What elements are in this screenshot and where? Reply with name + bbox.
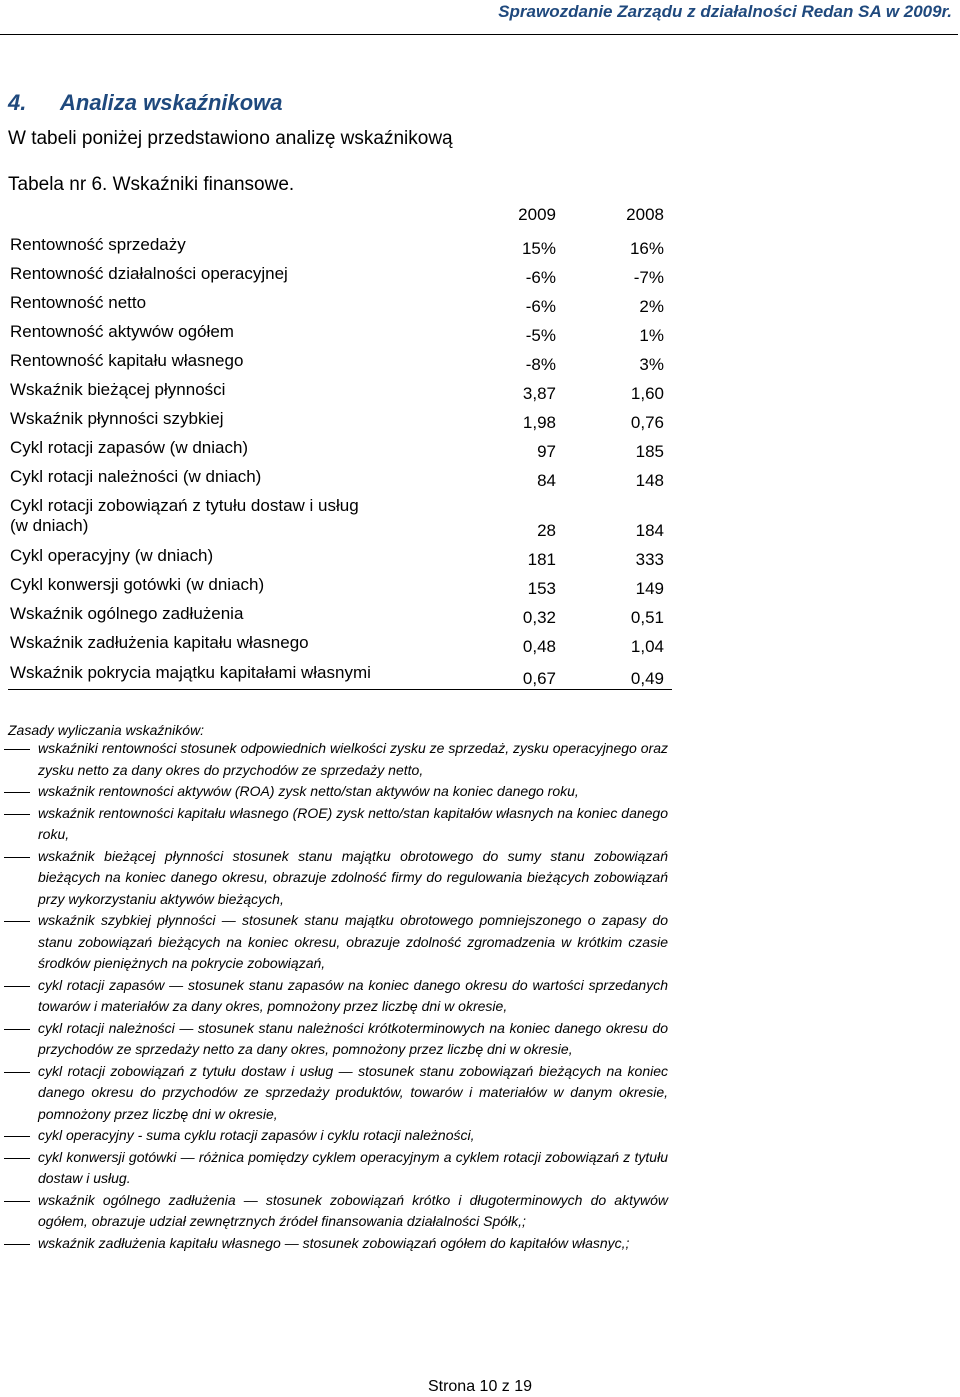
- row-value-2008: 3%: [639, 355, 664, 374]
- row-label: [8, 433, 456, 462]
- row-value-2009: 3,87: [522, 384, 556, 403]
- row-value-2009: -6%: [525, 268, 556, 287]
- rule-text: cykl rotacji zapasów — stosunek stanu zapasów na koniec danego okresu do wartości sprzedanych towarów i materiałów za dany okres, pomnożony przez liczbę dni w okresie,: [38, 976, 668, 1014]
- row-value-2008: -7%: [633, 268, 664, 287]
- rule-text: wskaźnik rentowności kapitału własnego (ROE) zysk netto/stan kapitałów własnych na koniec danego roku,: [38, 804, 668, 842]
- table-row: [8, 317, 672, 346]
- list-item: [0, 975, 668, 1018]
- rule-text: wskaźnik szybkiej płynności — stosunek stanu majątku obrotowego pomniejszonego o zapasy do stanu zobowiązań bieżących na koniec okresu, obrazuje zdolność zgromadzenia w krótkim czasie środków pieniężnych na pokrycie zobowiązań,: [38, 912, 668, 971]
- row-value-2008: 333: [635, 550, 664, 569]
- table-row: [8, 570, 672, 599]
- list-item: [0, 1190, 668, 1233]
- row-label-text: Wskaźnik ogólnego zadłużenia: [10, 603, 244, 623]
- row-value-2009: 28: [537, 521, 556, 540]
- row-label-text: Cykl operacyjny (w dniach): [10, 545, 214, 565]
- row-value-2008: 0,51: [630, 608, 664, 627]
- row-value-2009: -5%: [525, 326, 556, 345]
- row-value-2009: 181: [527, 550, 556, 569]
- rule-text: wskaźnik ogólnego zadłużenia — stosunek zobowiązań krótko i długoterminowych do aktywów ogółem, obrazuje udział zewnętrznych źródeł finansowania działalności Spółk,;: [38, 1191, 668, 1229]
- row-label: [8, 541, 456, 570]
- list-item: [0, 1147, 668, 1190]
- section-number: 4.: [8, 90, 27, 115]
- table-row: [8, 491, 672, 541]
- rule-text: wskaźnik bieżącej płynności stosunek stanu majątku obrotowego do sumy stanu zobowiązań bieżących na koniec danego okresu, obrazuje zdolność firmy do regulowania bieżących zobowiązań przy wykorzystaniu aktywów bieżących,: [38, 847, 668, 907]
- table-header-label: [8, 200, 456, 230]
- dash-bullet-icon: [4, 1158, 30, 1159]
- row-label-text: Wskaźnik płynności szybkiej: [10, 408, 224, 428]
- row-value-2008: 2%: [639, 297, 664, 316]
- row-label-text: Cykl konwersji gotówki (w dniach): [10, 574, 265, 594]
- table-row: [8, 657, 672, 690]
- row-value-2009: 0,32: [522, 608, 556, 627]
- rule-text: wskaźnik zadłużenia kapitału własnego — stosunek zobowiązań ogółem do kapitałów własnyc,;: [38, 1234, 630, 1251]
- row-value-2008: 185: [635, 442, 664, 461]
- row-label: [8, 259, 456, 288]
- rules-list: [0, 738, 668, 1254]
- section-title: Analiza wskaźnikowa: [60, 90, 283, 115]
- table-header-2008: 2008: [626, 205, 664, 224]
- row-value-2008: 1,60: [630, 384, 664, 403]
- row-value-2008: 16%: [629, 239, 664, 258]
- table-row: [8, 628, 672, 657]
- list-item: [0, 846, 668, 911]
- list-item: [0, 803, 668, 846]
- row-value-2009: -6%: [525, 297, 556, 316]
- header-divider: [0, 34, 958, 35]
- rule-text: cykl rotacji zobowiązań z tytułu dostaw i usług — stosunek stanu zobowiązań bieżących na koniec danego okresu do przychodów ze sprzedaży produktów, towarów i materiałów w danym okresie, pomnożony przez liczbę dni w okresie,: [38, 1062, 668, 1122]
- row-value-2008: 184: [635, 521, 664, 540]
- row-label: [8, 317, 456, 346]
- list-item: [0, 910, 668, 975]
- table-row: [8, 375, 672, 404]
- row-label-text: Rentowność działalności operacyjnej: [10, 263, 288, 283]
- dash-bullet-icon: [4, 986, 30, 987]
- row-label: [8, 628, 456, 657]
- row-value-2009: 0,67: [456, 657, 564, 690]
- list-item: [0, 1018, 668, 1061]
- table-row: [8, 346, 672, 375]
- row-value-2008: 148: [635, 471, 664, 490]
- row-label: [8, 462, 456, 491]
- table-row: [8, 433, 672, 462]
- row-label-text: Cykl rotacji należności (w dniach): [10, 466, 262, 486]
- row-label-text: Rentowność sprzedaży: [10, 234, 186, 254]
- dash-bullet-icon: [4, 1136, 30, 1137]
- section-heading: [8, 90, 283, 116]
- row-label-text: Cykl rotacji zobowiązań z tytułu dostaw i usług: [10, 496, 359, 515]
- row-label-text: Cykl rotacji zapasów (w dniach): [10, 437, 249, 457]
- table-caption: Tabela nr 6. Wskaźniki finansowe.: [8, 174, 295, 195]
- document-header-title: Sprawozdanie Zarządu z działalności Redan SA w 2009r.: [498, 2, 952, 21]
- row-value-2009: 84: [537, 471, 556, 490]
- row-label-text: Wskaźnik zadłużenia kapitału własnego: [10, 632, 309, 652]
- row-label: [8, 491, 456, 541]
- list-item: [0, 1061, 668, 1126]
- row-value-2009: -8%: [525, 355, 556, 374]
- row-label-text: Rentowność netto: [10, 292, 147, 312]
- dash-bullet-icon: [4, 792, 30, 793]
- row-label: [8, 288, 456, 317]
- row-label-text: Wskaźnik bieżącej płynności: [10, 379, 226, 399]
- row-label: [8, 657, 456, 690]
- row-label-text: Rentowność aktywów ogółem: [10, 321, 234, 341]
- financial-ratios-table: [8, 200, 672, 690]
- row-value-2009: 1,98: [522, 413, 556, 432]
- dash-bullet-icon: [4, 1201, 30, 1202]
- row-value-2008: 149: [635, 579, 664, 598]
- list-item: [0, 1233, 668, 1255]
- table-row: [8, 230, 672, 259]
- table-header-row: [8, 200, 672, 230]
- page-number: Strona 10 z 19: [427, 1378, 533, 1395]
- dash-bullet-icon: [4, 1029, 30, 1030]
- dash-bullet-icon: [4, 857, 30, 858]
- rule-text: cykl konwersji gotówki — różnica pomiędzy cyklem operacyjnym a cyklem rotacji zobowiązań z tytułu dostaw i usług.: [38, 1148, 668, 1186]
- table-row: [8, 599, 672, 628]
- rule-text: cykl operacyjny - suma cyklu rotacji zapasów i cyklu rotacji należności,: [38, 1127, 475, 1143]
- list-item: [0, 781, 668, 803]
- row-label: [8, 404, 456, 433]
- row-value-2009: 97: [537, 442, 556, 461]
- table-header-2009: 2009: [518, 205, 556, 224]
- table-row: [8, 404, 672, 433]
- row-label-text: Wskaźnik pokrycia majątku kapitałami własnymi: [10, 663, 371, 682]
- dash-bullet-icon: [4, 921, 30, 922]
- dash-bullet-icon: [4, 814, 30, 815]
- rules-title: Zasady wyliczania wskaźników:: [8, 722, 205, 738]
- table-row: [8, 462, 672, 491]
- table-row: [8, 259, 672, 288]
- row-value-2008: 1,04: [630, 637, 664, 656]
- row-label: [8, 570, 456, 599]
- row-label-text: Rentowność kapitału własnego: [10, 350, 244, 370]
- list-item: [0, 738, 668, 781]
- dash-bullet-icon: [4, 1072, 30, 1073]
- row-value-2009: 0,48: [522, 637, 556, 656]
- row-label: [8, 375, 456, 404]
- row-value-2009: 15%: [521, 239, 556, 258]
- row-label-text-cont: (w dniach): [10, 516, 89, 535]
- rule-text: wskaźniki rentowności stosunek odpowiednich wielkości zysku ze sprzedaż, zysku operacyjnego oraz zysku netto za dany okres do przychodów ze sprzedaży netto,: [38, 740, 668, 778]
- row-label: [8, 599, 456, 628]
- table-row: [8, 288, 672, 317]
- row-value-2008: 0,76: [630, 413, 664, 432]
- row-value-2009: 153: [527, 579, 556, 598]
- row-label: [8, 346, 456, 375]
- row-label: [8, 230, 456, 259]
- row-value-2008: 1%: [639, 326, 664, 345]
- intro-paragraph: W tabeli poniżej przedstawiono analizę wskaźnikową: [8, 128, 453, 149]
- rule-text: cykl rotacji należności — stosunek stanu należności krótkoterminowych na koniec danego okresu do przychodów ze sprzedaży netto za dany okres, pomnożony przez liczbę dni w okresie,: [38, 1019, 668, 1057]
- row-value-2008: 0,49: [564, 657, 672, 690]
- dash-bullet-icon: [4, 749, 30, 750]
- rule-text: wskaźnik rentowności aktywów (ROA) zysk netto/stan aktywów na koniec danego roku,: [38, 783, 579, 799]
- dash-bullet-icon: [4, 1244, 30, 1245]
- table-row: [8, 541, 672, 570]
- list-item: [0, 1125, 668, 1147]
